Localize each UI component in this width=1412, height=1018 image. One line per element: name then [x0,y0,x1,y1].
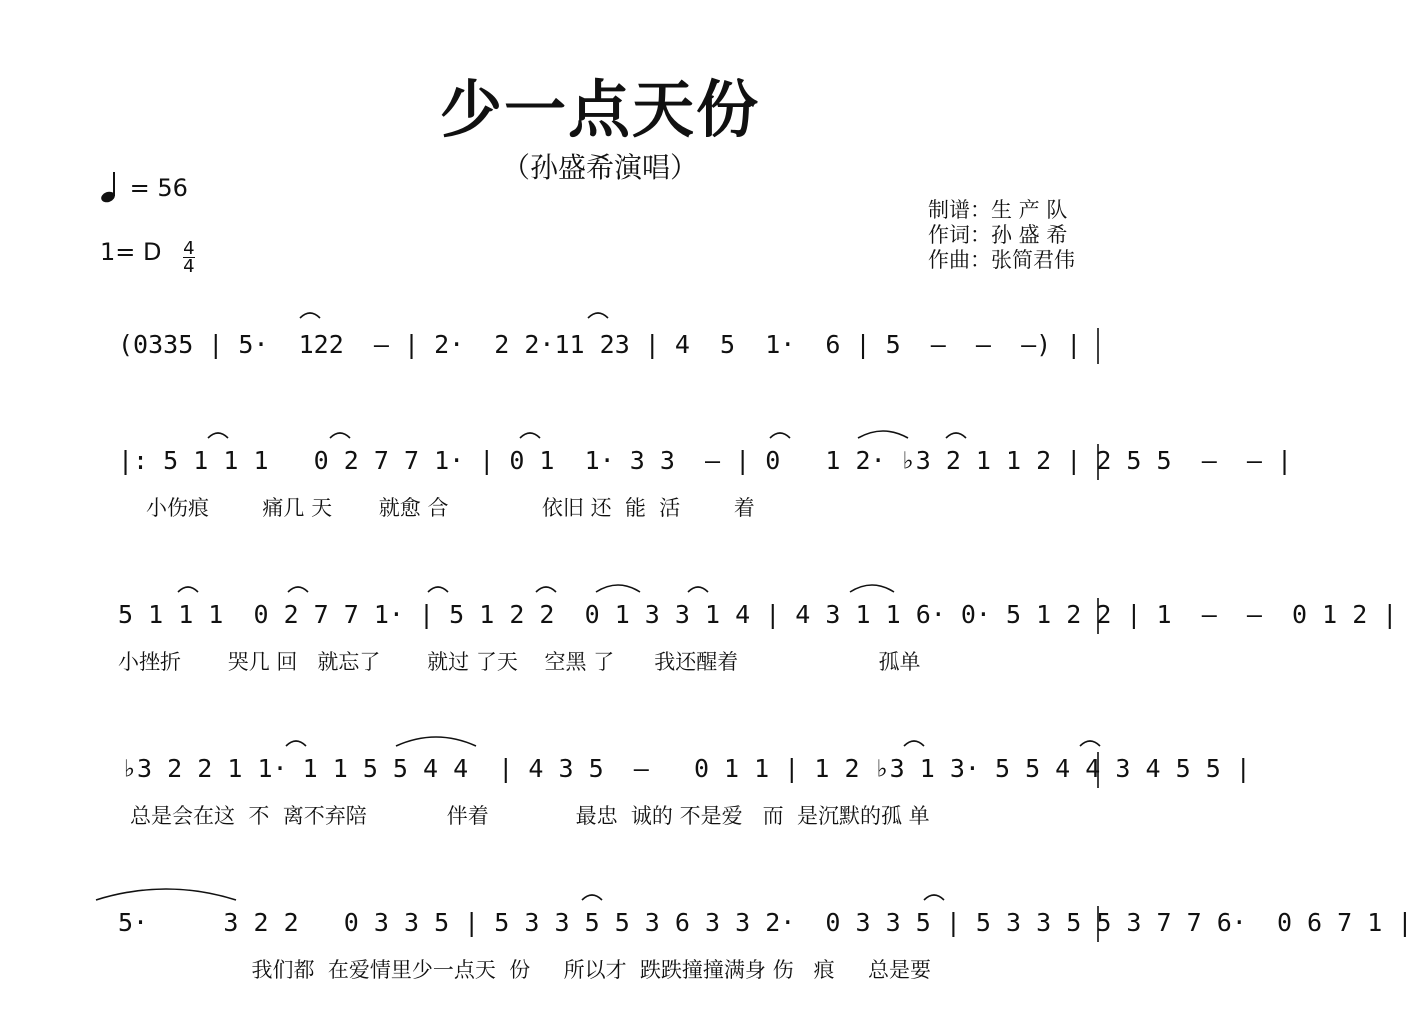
notation-marks-line-3 [0,600,1200,710]
notes-line-2: |: 5 1 1 1 0 2 7 7 1· | 0 1 1· 3 3 – | 0 1 2· ♭3 2 1 1 2 | 2 5 5 – – | [118,446,1292,475]
song-title: 少一点天份 [439,73,760,146]
lyrics-line-3: 小挫折 哭几 回 就忘了 就过 了天 空黑 了 我还醒着 孤单 [118,650,921,674]
time-signature-top: 4 [183,238,195,259]
credits [928,198,1075,273]
lyrics-line-5: 我们都 在爱情里少一点天 份 所以才 跌跌撞撞满身 伤 痕 总是要 [118,958,932,982]
notes-line-3: 5 1 1 1 0 2 7 7 1· | 5 1 2 2 0 1 3 3 1 4 | 4 3 1 1 6· 0· 5 1 2 2 | 1 – – 0 1 2 | [118,600,1398,629]
notes-line-5: 5· 3 2 2 0 3 3 5 | 5 3 3 5 5 3 6 3 3 2· 0 3 3 5 | 5 3 3 5 5 3 7 7 6· 0 6 7 1 | [118,908,1412,937]
credit-composer: 作曲：张简君伟 [928,248,1075,272]
score-line-5 [0,908,1412,1018]
singer-subtitle: （孙盛希演唱） [501,151,698,184]
notation-marks-line-1 [0,330,1200,440]
tempo-value: = 56 [129,174,188,202]
lyrics-line-4: 总是会在这 不 离不弃陪 伴着 最忠 诚的 不是爱 而 是沉默的孤 单 [130,804,930,828]
quarter-note-icon [100,170,122,204]
notation-marks-line-5 [0,908,1200,1018]
time-signature-bottom: 4 [183,256,195,277]
credit-lyricist: 作词：孙 盛 希 [928,223,1068,247]
score-line-3 [0,600,1398,710]
key-signature [100,238,195,275]
time-signature [183,240,194,275]
lyrics-line-2: 小伤痕 痛几 天 就愈 合 依旧 还 能 活 着 [146,496,755,520]
notes-line-1: (0335 | 5· 122 – | 2· 2 2·11 23 | 4 5 1· 6 | 5 – – –) | [118,330,1082,359]
notation-marks-line-2 [0,446,1200,556]
credit-arranger: 制谱：生 产 队 [928,198,1068,222]
score-line-4 [0,754,1251,864]
tempo-marking [100,170,188,204]
score-line-2 [0,446,1292,556]
score-line-1 [0,330,1200,440]
notes-line-4: ♭3 2 2 1 1· 1 1 5 5 4 4 | 4 3 5 – 0 1 1 | 1 2 ♭3 1 3· 5 5 4 4 3 4 5 5 | [122,754,1251,783]
notation-marks-line-4 [0,754,1200,864]
key-label: 1= D [100,238,162,266]
